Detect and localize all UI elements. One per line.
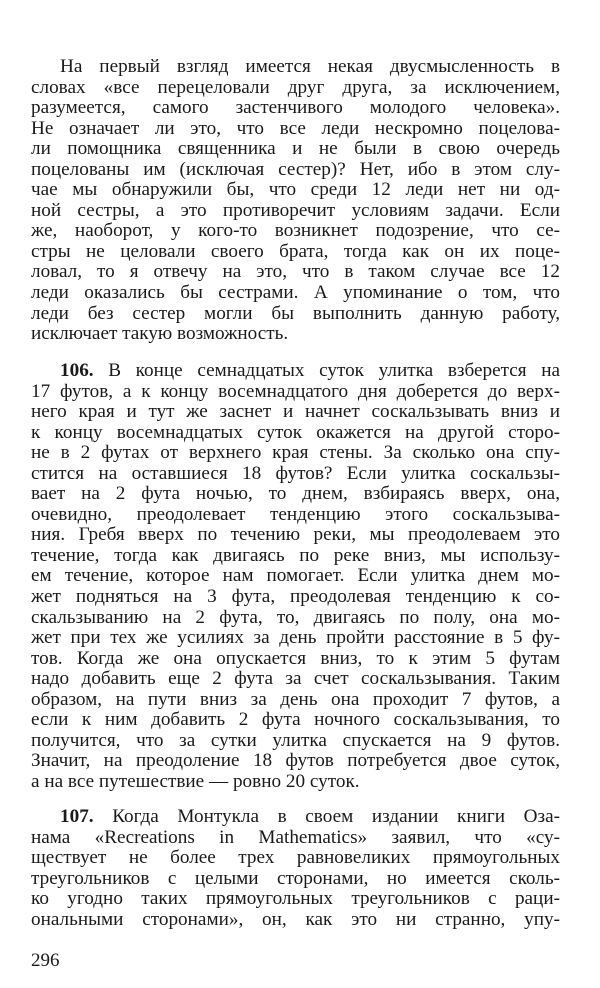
paragraph-106 [31, 361, 560, 792]
line-text: Когда Монтукла в своем издании книги Оза- [93, 806, 560, 827]
text-line [31, 423, 560, 444]
line-text: а на все путешествие — ровно 20 суток. [31, 770, 360, 792]
line-text: чае мы обнаружили бы, что среди 12 леди нет ни од- [31, 179, 560, 201]
text-line [31, 464, 560, 485]
line-text: же, наоборот, у кого-то возникнет подозрение, что се- [31, 220, 560, 242]
text-line [31, 361, 560, 382]
text-line [31, 402, 560, 423]
line-text: образом, на пути вниз за день она проходит 7 футов, а [31, 688, 560, 710]
line-text: надо добавить еще 2 фута за счет соскальзывания. Таким [31, 668, 560, 690]
text-line [31, 283, 560, 304]
problem-number: 107. [60, 806, 94, 827]
problem-number: 106. [60, 360, 94, 381]
text-line [31, 566, 560, 587]
text-line [31, 772, 560, 793]
line-text: Не означает ли это, что все леди нескромно поцелова- [31, 117, 560, 139]
line-text: жет при тех же усилиях за день пройти расстояние в 5 фу- [31, 627, 560, 649]
line-text: получится, что за сутки улитка спускается на 9 футов. [31, 729, 560, 751]
text-line [31, 828, 560, 849]
text-line [31, 525, 560, 546]
text-line [31, 443, 560, 464]
line-text: 17 футов, а к концу восемнадцатого дня доберется до верх- [31, 380, 560, 402]
text-line [31, 628, 560, 649]
line-text: Значит, на преодоление 18 футов потребуется двое суток, [31, 750, 560, 772]
text-line [31, 98, 560, 119]
line-text: стится на оставшиеся 18 футов? Если улитка соскальзы- [31, 462, 560, 484]
line-text: ко угодно таких прямоугольных треугольников с раци- [31, 888, 560, 910]
line-text: очевидно, преодолевает тенденцию этого соскальзыва- [31, 503, 560, 525]
text-line [31, 382, 560, 403]
text-line [31, 731, 560, 752]
page-number: 296 [31, 950, 60, 971]
text-line [31, 546, 560, 567]
text-line [31, 889, 560, 910]
line-text: скальзыванию на 2 фута, то, двигаясь по полу, она мо- [31, 606, 560, 628]
text-line [31, 669, 560, 690]
text-line [31, 119, 560, 140]
line-text: поцелованы им (исключая сестер)? Нет, ибо в этом слу- [31, 158, 560, 180]
line-text: нама «Recreations in Mathematics» заявил, что «су- [31, 826, 560, 848]
text-line [31, 242, 560, 263]
line-text: если к ним добавить 2 фута ночного соскальзывания, то [31, 709, 560, 731]
line-text: разумеется, самого застенчивого молодого человека». [31, 97, 560, 119]
line-text: исключает такую возможность. [31, 323, 289, 345]
text-line [31, 160, 560, 181]
line-text: леди оказались бы сестрами. А упоминание о том, что [31, 282, 560, 304]
line-text: леди без сестер могли бы выполнить данную работу, [31, 302, 560, 324]
line-text: словах «все перецеловали друг друга, за исключением, [31, 76, 560, 98]
line-text: треугольников с целыми сторонами, но имеется сколь- [31, 867, 560, 889]
text-line [31, 710, 560, 731]
text-line [31, 221, 560, 242]
line-text: ния. Гребя вверх по течению реки, мы преодолеваем это [31, 524, 560, 546]
line-text: ществует не более трех равновеликих прямоугольных [31, 847, 560, 869]
line-text: вает на 2 фута ночью, то днем, взбираясь вверх, она, [31, 483, 560, 505]
text-line [31, 649, 560, 670]
text-line [31, 484, 560, 505]
text-line [31, 57, 560, 78]
line-text: ловал, то я отвечу на это, что в таком случае все 12 [31, 261, 560, 283]
line-text: ли помощника священника и не были в свою очередь [31, 138, 560, 160]
text-line [31, 608, 560, 629]
line-text: ональными сторонами», он, как это ни странно, упу- [31, 908, 560, 930]
text-line [31, 304, 560, 325]
paragraph-107 [31, 807, 560, 930]
line-text: него края и тут же заснет и начнет соскальзывать вниз и [31, 401, 560, 423]
paragraph-1 [31, 57, 560, 345]
line-text: На первый взгляд имеется некая двусмысленность в [60, 56, 560, 77]
line-text: ем течение, которое нам помогает. Если улитка днем мо- [31, 565, 560, 587]
line-text: жет подняться на 3 фута, преодолевая тенденцию к со- [31, 586, 560, 608]
text-line [31, 324, 560, 345]
text-line [31, 869, 560, 890]
text-line [31, 690, 560, 711]
line-text: ной сестры, а это противоречит условиям задачи. Если [31, 199, 560, 221]
line-text: стры не целовали своего брата, тогда как он их поце- [31, 240, 560, 262]
text-line [31, 807, 560, 828]
line-text: не в 2 футах от верхнего края стены. За сколько она спу- [31, 442, 560, 464]
text-line [31, 505, 560, 526]
text-line [31, 201, 560, 222]
text-line [31, 78, 560, 99]
text-line [31, 262, 560, 283]
text-line [31, 751, 560, 772]
line-text: тов. Когда же она опускается вниз, то к этим 5 футам [31, 647, 560, 669]
text-line [31, 139, 560, 160]
line-text: к концу восемнадцатых суток окажется на другой сторо- [31, 421, 560, 443]
line-text: В конце семнадцатых суток улитка взберется на [93, 360, 560, 381]
text-line [31, 587, 560, 608]
line-text: течение, тогда как двигаясь по реке вниз, мы использу- [31, 544, 560, 566]
text-line [31, 848, 560, 869]
text-line [31, 180, 560, 201]
text-line [31, 910, 560, 931]
